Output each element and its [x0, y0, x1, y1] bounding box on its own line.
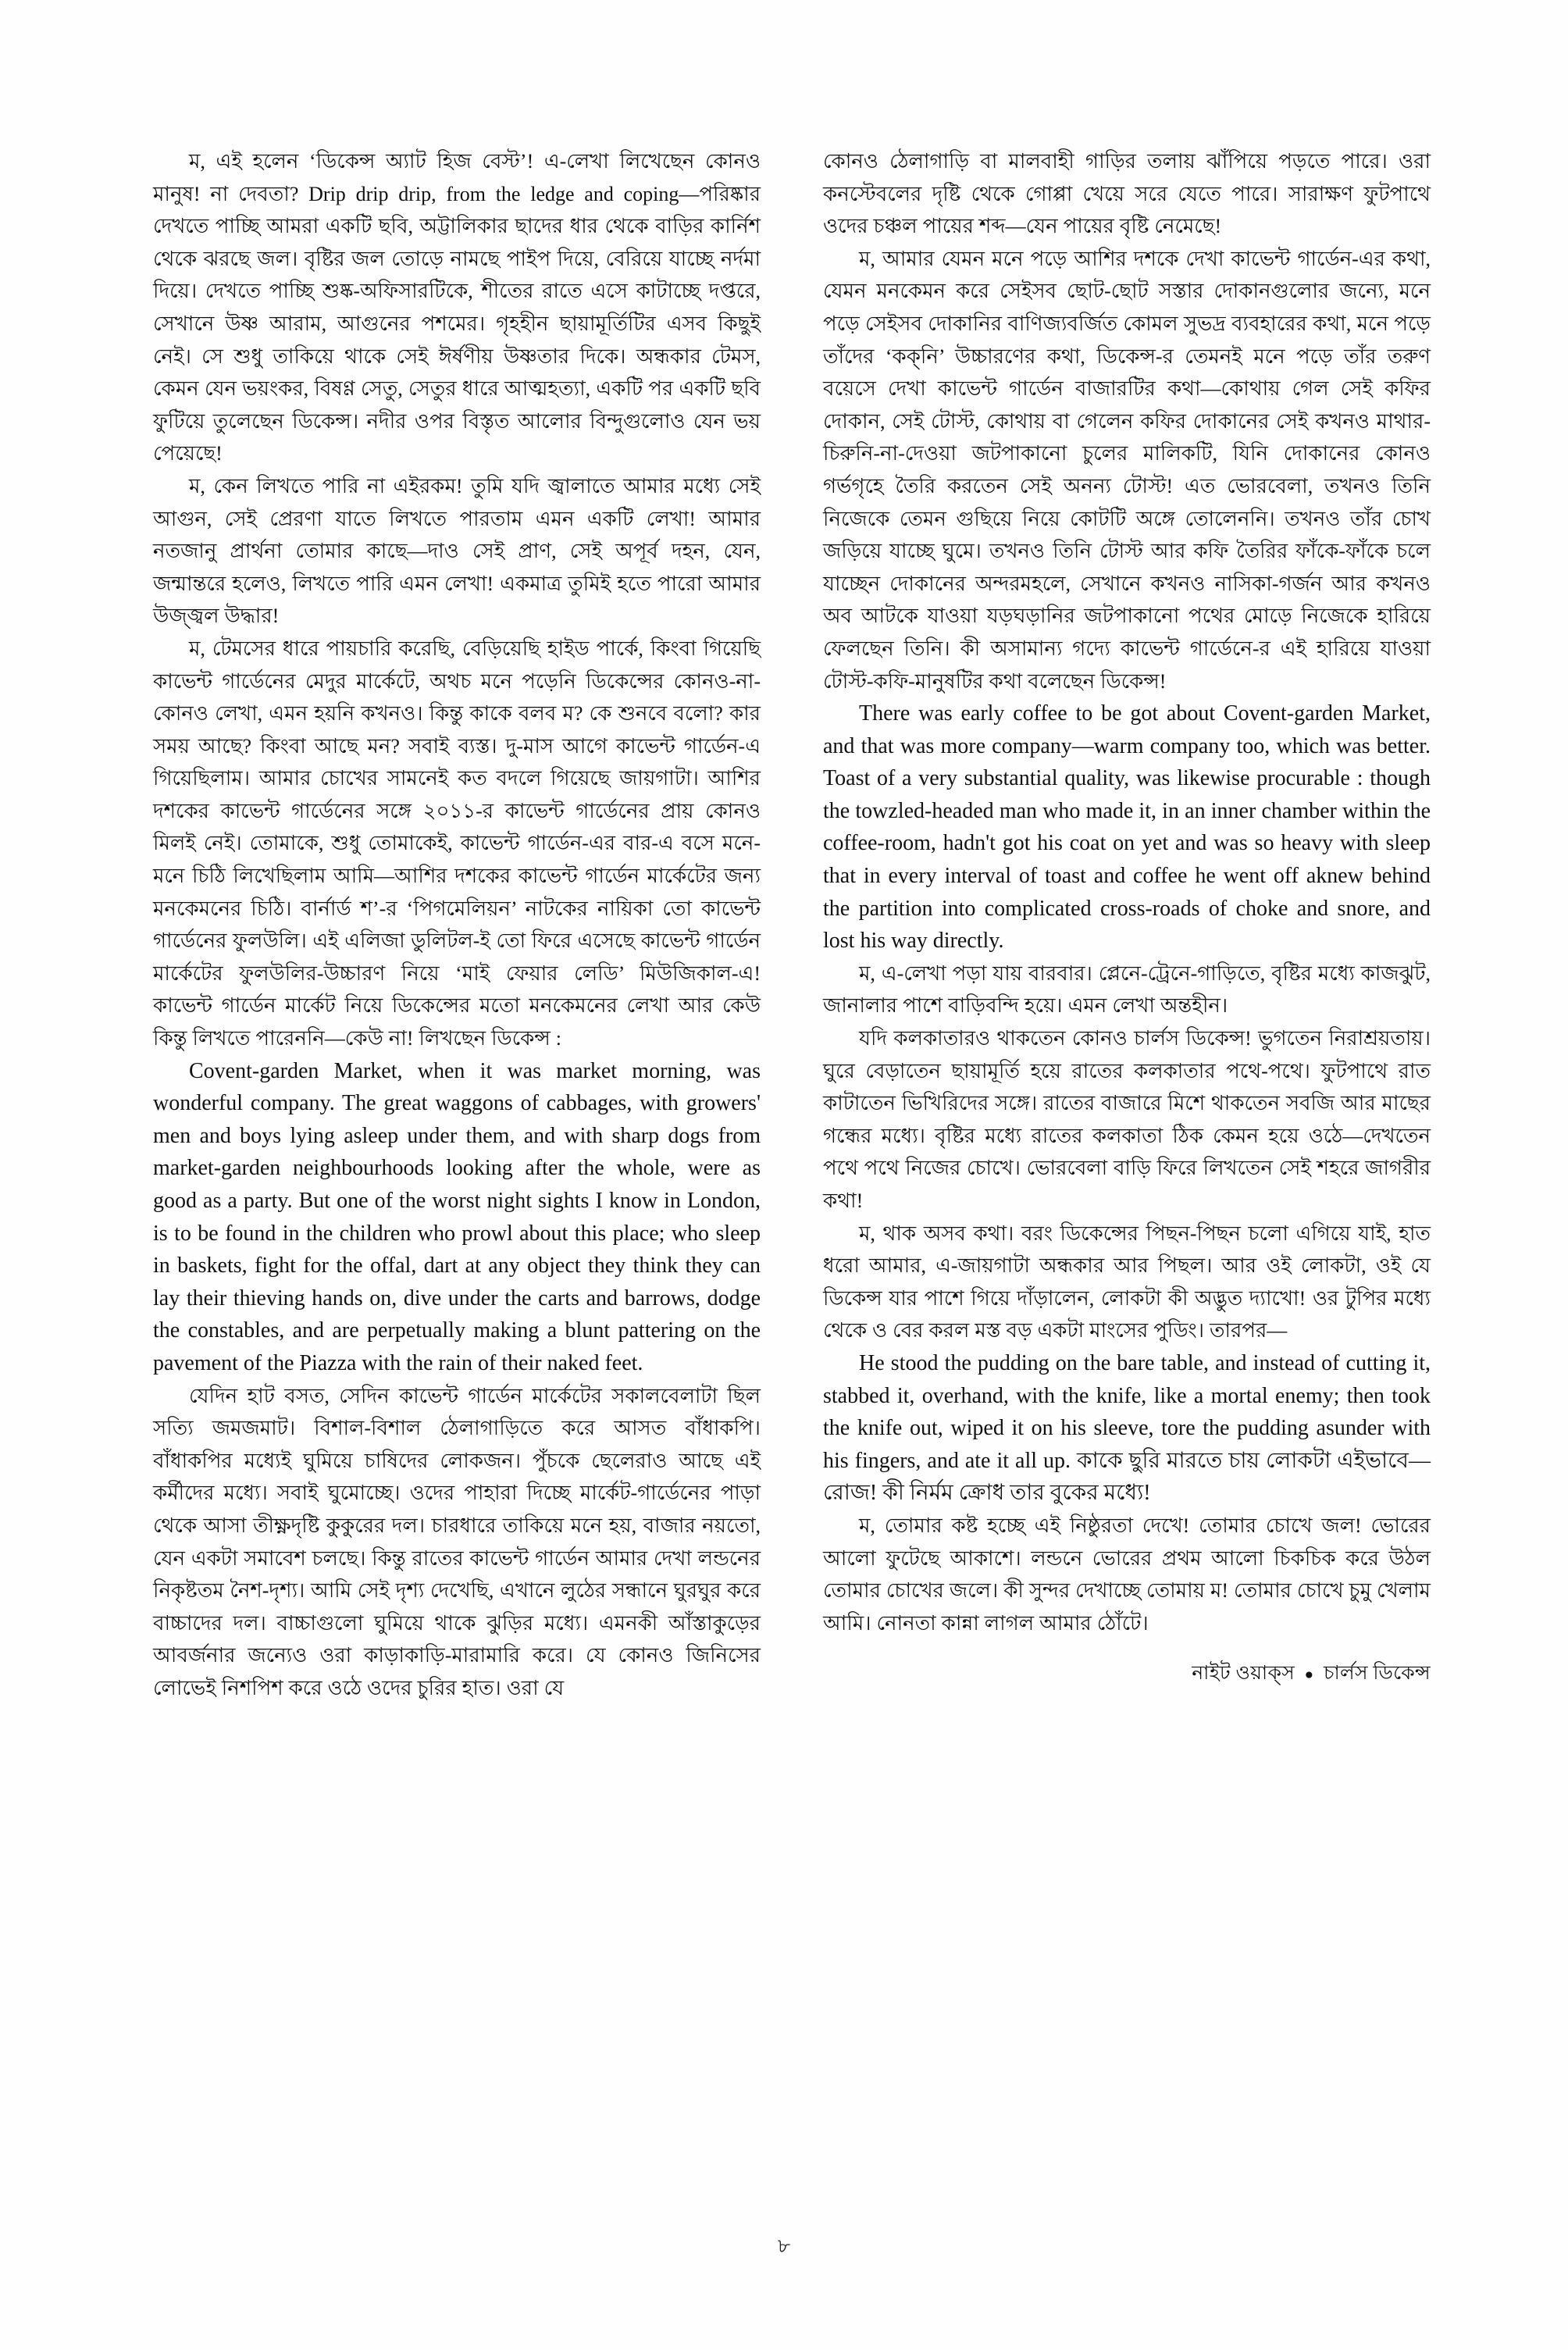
- paragraph-quote-english: There was early coffee to be got about Covent-garden Market, and that was more company—warm company too, which was better. Toast of a very substantial quality, was likewise procurable : though the towzled-headed man who made it, in an inner chamber within the coffee-room, hadn't got his coat on yet and was so heavy with sleep that in every interval of toast and coffee he went off aknew behind the partition into complicated cross-roads of choke and snore, and lost his way directly.: [823, 701, 1431, 954]
- source-attribution: [823, 1660, 1431, 1689]
- paragraph: ম, কেন লিখতে পারি না এইরকম! তুমি যদি জ্বালাতে আমার মধ্যে সেই আগুন, সেই প্রেরণা যাতে লিখতে পারতাম এমন একটি লেখা! আমার নতজানু প্রার্থনা তোমার কাছে—দাও সেই প্রাণ, সেই অপূর্ব দহন, যেন, জন্মান্তরে হলেও, লিখতে পারি এমন লেখা! একমাত্র তুমিই হতে পারো আমার উজ্জ্বল উদ্ধার!: [153, 474, 761, 628]
- bullet-separator-icon: ●: [1304, 1666, 1314, 1683]
- paragraph: ম, আমার যেমন মনে পড়ে আশির দশকে দেখা কাভেন্ট গার্ডেন-এর কথা, যেমন মনকেমন করে সেইসব ছোট-ছোট সস্তার দোকানগুলোর জন্যে, মনে পড়ে সেইসব দোকানির বাণিজ্যবর্জিত কোমল সুভদ্র ব্যবহারের কথা, মনে পড়ে তাঁদের ‘কক্‌নি’ উচ্চারণের কথা, ডিকেন্স-র তেমনই মনে পড়ে তাঁর তরুণ বয়েসে দেখা কাভেন্ট গার্ডেন বাজারটির কথা—কোথায় গেল সেই কফির দোকান, সেই টোস্ট, কোথায় বা গেলেন কফির দোকানের সেই কখনও মাথার-চিরুনি-না-দেওয়া জটপাকানো চুলের মালিকটি, যিনি দোকানের কোনও গর্ভগৃহে তৈরি করতেন সেই অনন্য টোস্ট! এত ভোরবেলা, তখনও তিনি নিজেকে তেমন গুছিয়ে নিয়ে কোটটি অঙ্গে তোলেননি। তখনও তাঁর চোখ জড়িয়ে যাচ্ছে ঘুমে। তখনও তিনি টোস্ট আর কফি তৈরির ফাঁকে-ফাঁকে চলে যাচ্ছেন দোকানের অন্দরমহলে, সেখানে কখনও নাসিকা-গর্জন আর কখনও অব আটকে যাওয়া যড়ঘড়ানির জটপাকানো পথের মোড়ে নিজেকে হারিয়ে ফেলছেন তিনি। কী অসামান্য গদ্যে কাভেন্ট গার্ডেনে-র এই হারিয়ে যাওয়া টোস্ট-কফি-মানুষটির কথা বলেছেন ডিকেন্স!: [823, 247, 1431, 693]
- two-column-layout: [153, 145, 1431, 1705]
- paragraph-quote-english: He stood the pudding on the bare table, and instead of cutting it, stabbed it, overhand, with the knife, like a mortal enemy; then took the knife out, wiped it on his sleeve, tore the pudding asunder with his fingers, and ate it all up. কাকে ছুরি মারতে চায় লোকটা এইভাবে—রোজ! কী নির্মম ক্রোধ তার বুকের মধ্যে!: [823, 1350, 1431, 1506]
- paragraph: ম, এই হলেন ‘ডিকেন্স অ্যাট হিজ বেস্ট’! এ-লেখা লিখেছেন কোনও মানুষ! না দেবতা? Drip drip drip, from the ledge and coping—পরিষ্কার দেখতে পাচ্ছি আমরা একটি ছবি, অট্টালিকার ছাদের ধার থেকে বাড়ির কার্নিশ থেকে ঝরছে জল। বৃষ্টির জল তোড়ে নামছে পাইপ দিয়ে, বেরিয়ে যাচ্ছে নর্দমা দিয়ে। দেখতে পাচ্ছি শুষ্ক-অফিসারটিকে, শীতের রাতে এসে কাটাচ্ছে দপ্তরে, সেখানে উষ্ণ আরাম, আগুনের পশমের। গৃহহীন ছায়ামূর্তিটির এসব কিছুই নেই। সে শুধু তাকিয়ে থাকে সেই ঈর্ষণীয় উষ্ণতার দিকে। অন্ধকার টেমস, কেমন যেন ভয়ংকর, বিষণ্ণ সেতু, সেতুর ধারে আত্মহত্যা, একটি পর একটি ছবি ফুটিয়ে তুলেছেন ডিকেন্স। নদীর ওপর বিস্তৃত আলোর বিন্দুগুলোও যেন ভয় পেয়েছে!: [153, 150, 761, 465]
- paragraph: যেদিন হাট বসত, সেদিন কাভেন্ট গার্ডেন মার্কেটের সকালবেলাটা ছিল সত্যি জমজমাট। বিশাল-বিশাল ঠেলাগাড়িতে করে আসত বাঁধাকপি। বাঁধাকপির মধ্যেই ঘুমিয়ে চাষিদের লোকজন। পুঁচকে ছেলেরাও আছে এই কর্মীদের মধ্যে। সবাই ঘুমোচ্ছে। ওদের পাহারা দিচ্ছে মার্কেট-গার্ডেনের পাড়া থেকে আসা তীক্ষ্ণদৃষ্টি কুকুরের দল। চারধারে তাকিয়ে মনে হয়, বাজার নয়তো, যেন একটা সমাবেশ চলছে। কিন্তু রাতের কাভেন্ট গার্ডেন আমার দেখা লন্ডনের নিকৃষ্টতম নৈশ-দৃশ্য। আমি সেই দৃশ্য দেখেছি, এখানে লুঠের সন্ধানে ঘুরঘুর করে বাচ্চাদের দল। বাচ্চাগুলো ঘুমিয়ে থাকে ঝুড়ির মধ্যে। এমনকী আঁস্তাকুড়ের আবর্জনার জন্যেও ওরা কাড়াকাড়ি-মারামারি করে। যে কোনও জিনিসের লোভেই নিশপিশ করে ওঠে ওদের চুরির হাত। ওরা যে: [153, 1384, 761, 1699]
- paragraph: ম, এ-লেখা পড়া যায় বারবার। প্লেনে-ট্রেনে-গাড়িতে, বৃষ্টির মধ্যে কাজঝুট, জানালার পাশে বাড়িবন্দি হয়ে। এমন লেখা অন্তহীন।: [823, 961, 1431, 1018]
- paragraph: ম, টেমসের ধারে পায়চারি করেছি, বেড়িয়েছি হাইড পার্কে, কিংবা গিয়েছি কাভেন্ট গার্ডেনের মেদুর মার্কেটে, অথচ মনে পড়েনি ডিকেন্সের কোনও-না-কোনও লেখা, এমন হয়নি কখনও। কিন্তু কাকে বলব ম? কে শুনবে বলো? কার সময় আছে? কিংবা আছে মন? সবাই ব্যস্ত। দু-মাস আগে কাভেন্ট গার্ডেন-এ গিয়েছিলাম। আমার চোখের সামনেই কত বদলে গিয়েছে জায়গাটা। আশির দশকের কাভেন্ট গার্ডেনের সঙ্গে ২০১১-র কাভেন্ট গার্ডেনের প্রায় কোনও মিলই নেই। তোমাকে, শুধু তোমাকেই, কাভেন্ট গার্ডেন-এর বার-এ বসে মনে-মনে চিঠি লিখেছিলাম আমি—আশির দশকের কাভেন্ট গার্ডেন মার্কেটের জন্য মনকেমনের চিঠি। বার্নার্ড শ’-র ‘পিগমেলিয়ন’ নাটকের নায়িকা তো কাভেন্ট গার্ডেনের ফুলউলি। এই এলিজা ডুলিটল-ই তো ফিরে এসেছে কাভেন্ট গার্ডেন মার্কেটের ফুলউলির-উচ্চারণ নিয়ে ‘মাই ফেয়ার লেডি’ মিউজিকাল-এ! কাভেন্ট গার্ডেন মার্কেট নিয়ে ডিকেন্সের মতো মনকেমনের লেখা আর কেউ কিন্তু লিখতে পারেননি—কেউ না! লিখছেন ডিকেন্স :: [153, 637, 761, 1050]
- paragraph: ম, তোমার কষ্ট হচ্ছে এই নিষ্ঠুরতা দেখে! তোমার চোখে জল! ভোরের আলো ফুটেছে আকাশে। লন্ডনে ভোরের প্রথম আলো চিকচিক করে উঠল তোমার চোখের জলে। কী সুন্দর দেখাচ্ছে তোমায় ম! তোমার চোখে চুমু খেলাম আমি। নোনতা কান্না লাগল আমার ঠোঁটে।: [823, 1514, 1431, 1635]
- source-author: চার্লস ডিকেন্স: [1324, 1663, 1431, 1685]
- left-column: [153, 145, 761, 1705]
- paragraph-quote-english: Covent-garden Market, when it was market morning, was wonderful company. The great waggons of cabbages, with growers' men and boys lying asleep under them, and with sharp dogs from market-garden neighbourhoods looking after the whole, were as good as a party. But one of the worst night sights I know in London, is to be found in the children who prowl about this place; who sleep in baskets, fight for the offal, dart at any object they think they can lay their thieving hands on, dive under the carts and barrows, dodge the constables, and are perpetually making a blunt pattering on the pavement of the Piazza with the rain of their naked feet.: [153, 1058, 761, 1375]
- paragraph-continued: কোনও ঠেলাগাড়ি বা মালবাহী গাড়ির তলায় ঝাঁপিয়ে পড়তে পারে। ওরা কনস্টেবলের দৃষ্টি থেকে গোপ্পা খেয়ে সরে যেতে পারে। সারাক্ষণ ফুটপাথে ওদের চঞ্চল পায়ের শব্দ—যেন পায়ের বৃষ্টি নেমেছে!: [823, 150, 1431, 238]
- paragraph: যদি কলকাতারও থাকতেন কোনও চার্লস ডিকেন্স! ভুগতেন নিরাশ্রয়তায়। ঘুরে বেড়াতেন ছায়ামূর্তি হয়ে রাতের কলকাতার পথে-পথে। ফুটপাথে রাত কাটাতেন ভিখিরিদের সঙ্গে। রাতের বাজারে মিশে থাকতেন সবজি আর মাছের গন্ধের মধ্যে। বৃষ্টির মধ্যে রাতের কলকাতা ঠিক কেমন হয়ে ওঠে—দেখতেন পথে পথে নিজের চোখে। ভোরবেলা বাড়ি ফিরে লিখতেন সেই শহরে জাগরীর কথা!: [823, 1027, 1431, 1212]
- right-column: [823, 145, 1431, 1705]
- page-number: ৮: [777, 2236, 791, 2257]
- paragraph: ম, থাক অসব কথা। বরং ডিকেন্সের পিছন-পিছন চলো এগিয়ে যাই, হাত ধরো আমার, এ-জায়গাটা অন্ধকার আর পিছল। আর ওই লোকটা, ওই যে ডিকেন্স যার পাশে গিয়ে দাঁড়ালেন, লোকটা কী অদ্ভুত দ্যাখো! ওর টুপির মধ্যে থেকে ও বের করল মস্ত বড় একটা মাংসের পুডিং। তারপর—: [823, 1221, 1431, 1343]
- source-title: নাইট ওয়াক্‌স: [1192, 1663, 1295, 1685]
